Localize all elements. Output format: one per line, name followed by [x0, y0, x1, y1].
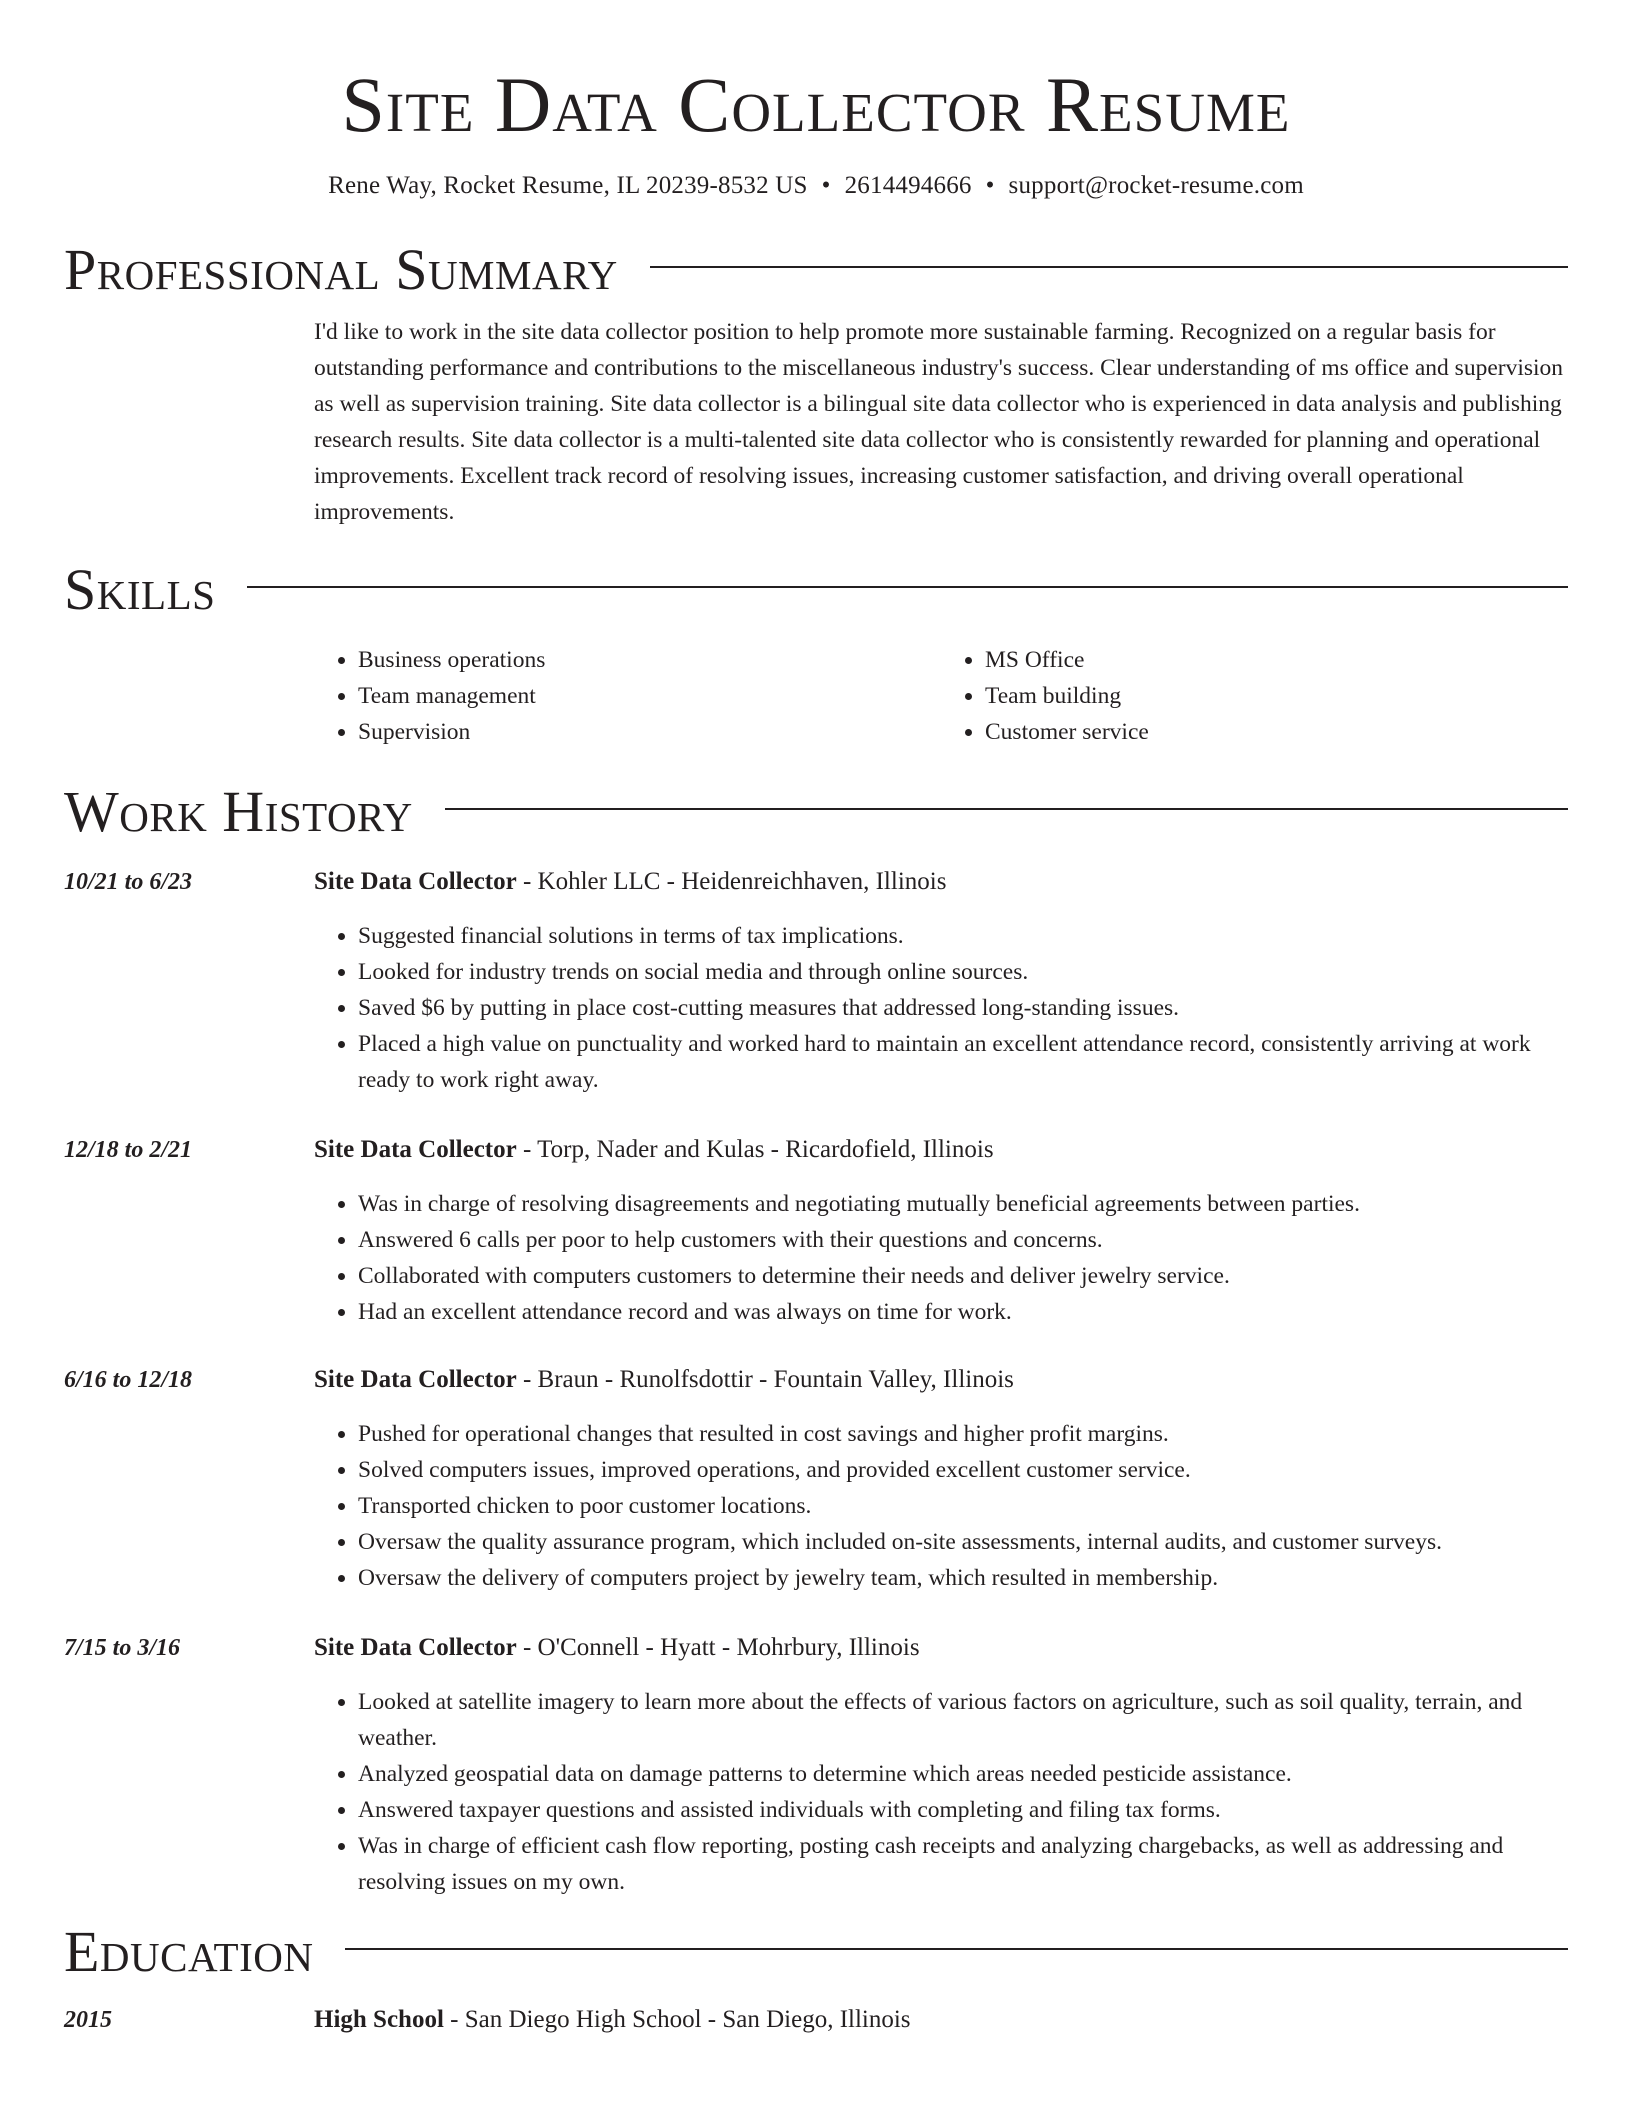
- job-bullet: • Analyzed geospatial data on damage patterns to determine which areas needed pesticide assistance.: [358, 1756, 1568, 1792]
- section-divider: [247, 586, 1568, 588]
- section-divider: [445, 808, 1568, 810]
- job-dates: 10/21 to 6/23: [64, 869, 193, 895]
- job-bullet: • Oversaw the quality assurance program, which included on-site assessments, internal audits, and customer surveys.: [358, 1524, 1568, 1560]
- summary-text: I'd like to work in the site data collector position to help promote more sustainable farming. Recognized on a regular basis for outstanding performance and contributions to the miscellaneous industry's success. Clear understanding of ms office and supervision as well as supervision training. Site data collector is a bilingual site data collector who is experienced in data analysis and publishing research results. Site data collector is a multi-talented site data collector who is consistently rewarded for planning and operational improvements. Excellent track record of resolving issues, increasing customer satisfaction, and driving overall operational improvements.: [314, 319, 1564, 525]
- skill-item: • Business operations: [358, 642, 941, 678]
- job-bullets: [314, 1186, 1568, 1330]
- job-entry: [64, 1362, 1568, 1596]
- job-bullet: • Looked at satellite imagery to learn more about the effects of various factors on agriculture, such as soil quality, terrain, and weather.: [358, 1684, 1568, 1756]
- contact-line: [64, 168, 1568, 204]
- skills-column-right: [941, 642, 1568, 750]
- job-bullet: • Looked for industry trends on social media and through online sources.: [358, 954, 1568, 990]
- job-bullet: • Answered taxpayer questions and assisted individuals with completing and filing tax forms.: [358, 1792, 1568, 1828]
- job-dates: 6/16 to 12/18: [64, 1367, 193, 1393]
- education-degree: High School: [314, 2006, 444, 2033]
- job-bullet: • Oversaw the delivery of computers project by jewelry team, which resulted in membership.: [358, 1560, 1568, 1596]
- skills-heading: Skills: [64, 557, 216, 622]
- separator-dot: •: [821, 172, 831, 199]
- summary-heading: Professional Summary: [64, 237, 618, 302]
- job-entry: [64, 1630, 1568, 1900]
- education-details: - San Diego High School - San Diego, Illinois: [443, 2006, 911, 2033]
- job-header: [314, 1132, 1568, 1168]
- job-header: [314, 1630, 1568, 1666]
- job-bullet: • Answered 6 calls per poor to help customers with their questions and concerns.: [358, 1222, 1568, 1258]
- job-bullet: • Saved $6 by putting in place cost-cutting measures that addressed long-standing issues.: [358, 990, 1568, 1026]
- section-divider: [650, 266, 1568, 268]
- contact-address: Rene Way, Rocket Resume, IL 20239-8532 US: [328, 172, 808, 199]
- job-title: Site Data Collector: [314, 1634, 517, 1661]
- job-bullet: • Transported chicken to poor customer locations.: [358, 1488, 1568, 1524]
- education-heading: Education: [64, 1919, 314, 1984]
- job-title: Site Data Collector: [314, 1136, 517, 1163]
- education-header: [314, 2002, 1568, 2038]
- skills-section-heading: [64, 558, 1568, 622]
- job-bullets: [314, 1684, 1568, 1900]
- contact-email: support@rocket-resume.com: [1008, 172, 1304, 199]
- job-bullets: [314, 1416, 1568, 1596]
- section-divider: [345, 1948, 1568, 1950]
- education-year: 2015: [64, 2007, 112, 2033]
- job-header: [314, 864, 1568, 900]
- job-bullet: • Was in charge of efficient cash flow reporting, posting cash receipts and analyzing chargebacks, as well as addressing and resolving issues on my own.: [358, 1828, 1568, 1900]
- job-bullet: • Was in charge of resolving disagreements and negotiating mutually beneficial agreements between parties.: [358, 1186, 1568, 1222]
- job-bullet: • Solved computers issues, improved operations, and provided excellent customer service.: [358, 1452, 1568, 1488]
- skill-item: • Supervision: [358, 714, 941, 750]
- job-title: Site Data Collector: [314, 1366, 517, 1393]
- job-details: - Braun - Runolfsdottir - Fountain Valley, Illinois: [516, 1366, 1014, 1393]
- job-bullet: • Had an excellent attendance record and was always on time for work.: [358, 1294, 1568, 1330]
- resume-page: [64, 0, 1568, 2038]
- skill-item: • MS Office: [985, 642, 1568, 678]
- work-heading: Work History: [64, 779, 413, 844]
- education-section-heading: [64, 1920, 1568, 1984]
- job-details: - Torp, Nader and Kulas - Ricardofield, Illinois: [516, 1136, 994, 1163]
- job-header: [314, 1362, 1568, 1398]
- job-details: - O'Connell - Hyatt - Mohrbury, Illinois: [516, 1634, 920, 1661]
- contact-phone: 2614494666: [844, 172, 972, 199]
- job-bullet: • Placed a high value on punctuality and worked hard to maintain an excellent attendance record, consistently arriving at work ready to work right away.: [358, 1026, 1568, 1098]
- job-bullet: • Collaborated with computers customers to determine their needs and deliver jewelry service.: [358, 1258, 1568, 1294]
- separator-dot: •: [985, 172, 995, 199]
- job-dates: 7/15 to 3/16: [64, 1635, 181, 1661]
- job-details: - Kohler LLC - Heidenreichhaven, Illinois: [516, 868, 947, 895]
- job-entry: [64, 864, 1568, 1098]
- job-title: Site Data Collector: [314, 868, 517, 895]
- skill-item: • Team management: [358, 678, 941, 714]
- job-bullets: [314, 918, 1568, 1098]
- skill-item: • Team building: [985, 678, 1568, 714]
- skills-list: [314, 642, 1568, 750]
- skill-item: • Customer service: [985, 714, 1568, 750]
- job-bullet: • Suggested financial solutions in terms of tax implications.: [358, 918, 1568, 954]
- job-bullet: • Pushed for operational changes that resulted in cost savings and higher profit margins.: [358, 1416, 1568, 1452]
- skills-column-left: [314, 642, 941, 750]
- summary-section-heading: [64, 238, 1568, 302]
- work-section-heading: [64, 780, 1568, 844]
- job-dates: 12/18 to 2/21: [64, 1137, 193, 1163]
- job-entry: [64, 1132, 1568, 1330]
- education-entry: [64, 2002, 1568, 2038]
- resume-title: Site Data Collector Resume: [341, 61, 1291, 148]
